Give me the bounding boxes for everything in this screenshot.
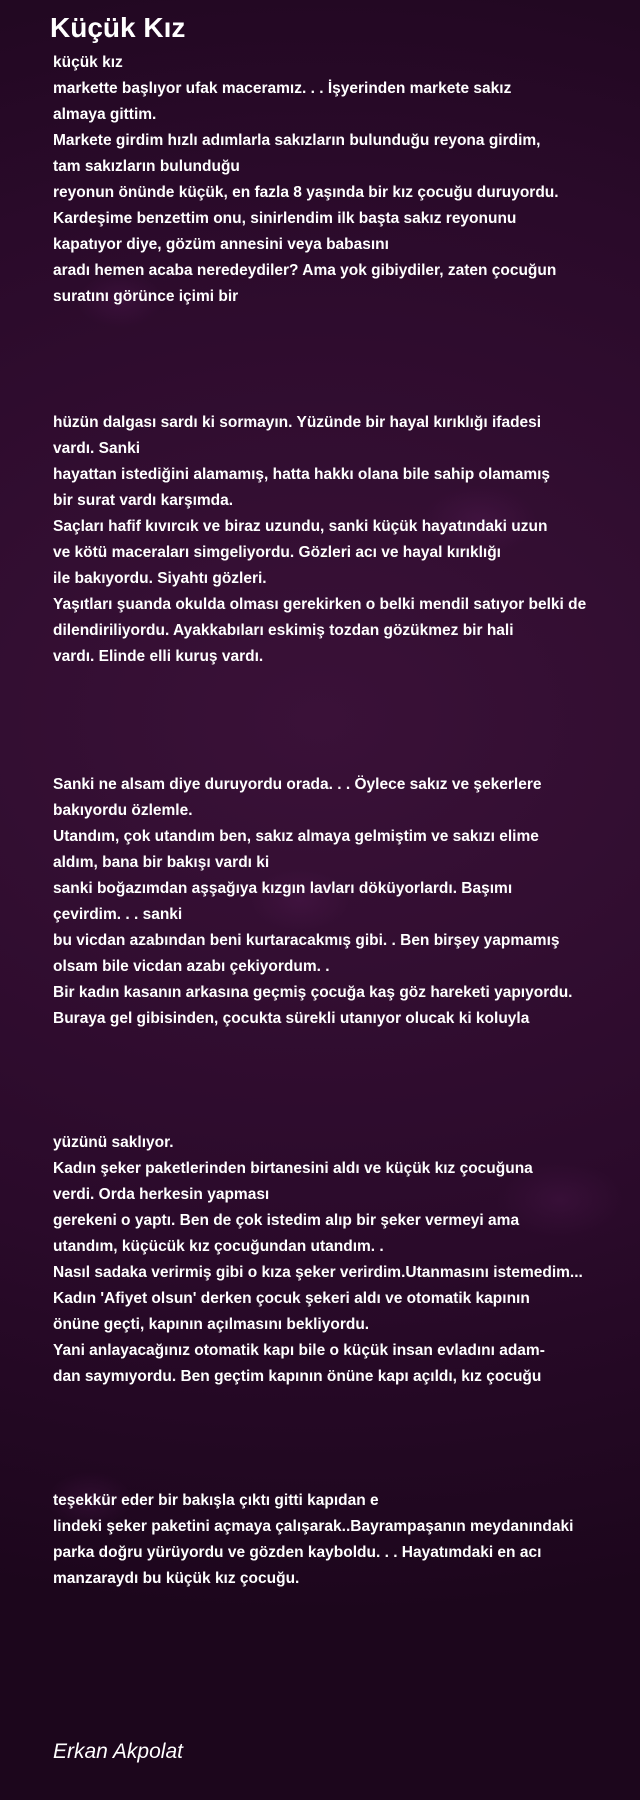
poem-line: olsam bile vicdan azabı çekiyordum. . [53, 958, 330, 975]
poem-line: ve kötü maceraları simgeliyordu. Gözleri acı ve hayal kırıklığı [53, 544, 501, 561]
poem-line: ile bakıyordu. Siyahtı gözleri. [53, 570, 267, 587]
poem-line: küçük kız [53, 54, 123, 71]
poem-line: reyonun önünde küçük, en fazla 8 yaşında bir kız çocuğu duruyordu. [53, 184, 559, 201]
poem-line: vardı. Elinde elli kuruş vardı. [53, 648, 264, 665]
stanza-4 [53, 1130, 623, 1390]
poem-line: utandım, küçücük kız çocuğundan utandım. . [53, 1238, 384, 1255]
poem-line: teşekkür eder bir bakışla çıktı gitti kapıdan e [53, 1492, 379, 1509]
poem-line: çevirdim. . . sanki [53, 906, 183, 923]
poem-author: Erkan Akpolat [53, 1740, 183, 1763]
poem-line: Yani anlayacağınız otomatik kapı bile o küçük insan evladını adam- [53, 1342, 545, 1359]
poem-line: Saçları hafif kıvırcık ve biraz uzundu, sanki küçük hayatındaki uzun [53, 518, 548, 535]
poem-line: Nasıl sadaka verirmiş gibi o kıza şeker verirdim.Utanmasını istemedim... [53, 1264, 583, 1281]
stanza-2 [53, 410, 623, 670]
poem-line: Bir kadın kasanın arkasına geçmiş çocuğa kaş göz hareketi yapıyordu. [53, 984, 573, 1001]
poem-line: yüzünü saklıyor. [53, 1134, 174, 1151]
poem-line: aldım, bana bir bakışı vardı ki [53, 854, 270, 871]
poem-line: Kadın 'Afiyet olsun' derken çocuk şekeri aldı ve otomatik kapının [53, 1290, 530, 1307]
poem-line: hayattan istediğini alamamış, hatta hakkı olana bile sahip olamamış [53, 466, 551, 483]
poem-line: bu vicdan azabından beni kurtaracakmış gibi. . Ben birşey yapmamış [53, 932, 560, 949]
poem-line: bir surat vardı karşımda. [53, 492, 234, 509]
poem-line: gerekeni o yaptı. Ben de çok istedim alıp bir şeker vermeyi ama [53, 1212, 520, 1229]
stanza-1 [53, 50, 623, 310]
poem-line: tam sakızların bulunduğu [53, 158, 240, 175]
poem-title: Küçük Kız [50, 12, 186, 43]
poem-line: Kardeşime benzettim onu, sinirlendim ilk başta sakız reyonunu [53, 210, 517, 227]
stanza-3 [53, 772, 623, 1032]
poem-line: Sanki ne alsam diye duruyordu orada. . . Öylece sakız ve şekerlere [53, 776, 542, 793]
poem-line: markette başlıyor ufak maceramız. . . İşyerinden markete sakız [53, 80, 512, 97]
poem-line: Kadın şeker paketlerinden birtanesini aldı ve küçük kız çocuğuna [53, 1160, 533, 1177]
poem-line: bakıyordu özlemle. [53, 802, 193, 819]
poem-line: parka doğru yürüyordu ve gözden kayboldu. . . Hayatımdaki en acı [53, 1544, 542, 1561]
poem-line: manzaraydı bu küçük kız çocuğu. [53, 1570, 300, 1587]
poem-line: aradı hemen acaba neredeydiler? Ama yok gibiydiler, zaten çocuğun [53, 262, 557, 279]
poem-line: lindeki şeker paketini açmaya çalışarak..Bayrampaşanın meydanındaki [53, 1518, 574, 1535]
poem-line: dilendiriliyordu. Ayakkabıları eskimiş tozdan gözükmez bir hali [53, 622, 514, 639]
poem-line: sanki boğazımdan aşşağıya kızgın lavları döküyorlardı. Başımı [53, 880, 513, 897]
poem-line: Buraya gel gibisinden, çocukta sürekli utanıyor olucak ki koluyla [53, 1010, 530, 1027]
poem-line: vardı. Sanki [53, 440, 141, 457]
poem-line: kapatıyor diye, gözüm annesini veya babasını [53, 236, 389, 253]
poem-line: hüzün dalgası sardı ki sormayın. Yüzünde bir hayal kırıklığı ifadesi [53, 414, 542, 431]
poem-line: almaya gittim. [53, 106, 157, 123]
poem-line: Yaşıtları şuanda okulda olması gerekirken o belki mendil satıyor belki de [53, 596, 587, 613]
poem-line: dan saymıyordu. Ben geçtim kapının önüne kapı açıldı, kız çocuğu [53, 1368, 542, 1385]
poem-line: suratını görünce içimi bir [53, 288, 239, 305]
poem-line: verdi. Orda herkesin yapması [53, 1186, 270, 1203]
poem-line: Utandım, çok utandım ben, sakız almaya gelmiştim ve sakızı elime [53, 828, 539, 845]
poem-line: önüne geçti, kapının açılmasını bekliyordu. [53, 1316, 370, 1333]
poem-line: Markete girdim hızlı adımlarla sakızların bulunduğu reyona girdim, [53, 132, 541, 149]
stanza-5 [53, 1488, 623, 1592]
